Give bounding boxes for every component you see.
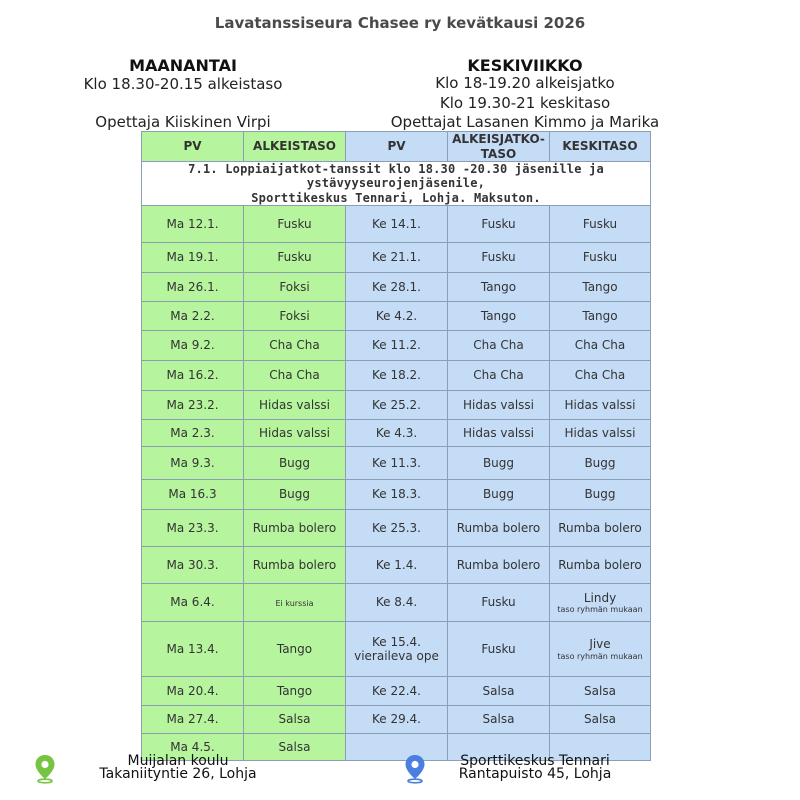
wednesday-date-cell (346, 206, 448, 243)
intermediate-dance-cell-text: Cha Cha (574, 338, 626, 353)
beginner-continuation-dance-cell-text: Bugg (482, 487, 515, 502)
header-wednesday-date: PV (346, 132, 448, 162)
monday-date-cell-text: Ma 20.4. (166, 683, 219, 698)
intermediate-dance-cell-text: Fusku (582, 216, 618, 231)
table-row (142, 706, 651, 734)
monday-date-cell-text: Ma 2.3. (170, 425, 215, 440)
wednesday-date-cell-text: Ke 22.4. (371, 683, 421, 698)
intermediate-dance-cell-text: Salsa (584, 683, 616, 698)
wednesday-time-intermediate: Klo 19.30-21 keskitaso (439, 94, 611, 112)
monday-dance-cell (244, 547, 346, 584)
beginner-continuation-dance-cell-text: Cha Cha (473, 338, 524, 353)
intermediate-dance-cell-text: Tango (582, 279, 618, 294)
monday-dance-cell (244, 447, 346, 480)
monday-date-cell-text: Ma 23.3. (166, 520, 219, 535)
intermediate-dance-cell (550, 622, 651, 677)
monday-date-cell (142, 706, 244, 734)
monday-dance-cell (244, 480, 346, 510)
wednesday-date-cell-text: Ke 1.4. (375, 557, 418, 572)
wednesday-date-cell-text: Ke 21.1. (371, 250, 421, 265)
intermediate-dance-cell (550, 510, 651, 547)
header-beginner-continuation: ALKEISJATKO-TASO (448, 132, 550, 162)
monday-dance-cell (244, 243, 346, 273)
monday-date-cell-text: Ma 9.2. (170, 338, 215, 353)
monday-date-cell-text: Ma 13.4. (166, 641, 219, 656)
wednesday-date-cell (346, 273, 448, 302)
table-row (142, 391, 651, 420)
monday-dance-cell (244, 677, 346, 706)
table-row (142, 677, 651, 706)
intermediate-dance-cell-text: Hidas valssi (564, 425, 636, 440)
location-right-name: Sporttikeskus Tennari (460, 753, 610, 769)
monday-date-cell (142, 447, 244, 480)
beginner-continuation-dance-cell (448, 622, 550, 677)
intermediate-dance-cell (550, 302, 651, 331)
wednesday-date-cell-text: Ke 18.3. (371, 487, 421, 502)
monday-dance-cell-text: Foksi (279, 308, 310, 323)
beginner-continuation-dance-cell-text: Hidas valssi (462, 397, 535, 412)
monday-date-cell-text: Ma 30.3. (166, 557, 219, 572)
beginner-continuation-dance-cell (448, 510, 550, 547)
monday-date-cell-text: Ma 6.4. (170, 595, 215, 610)
table-row (142, 302, 651, 331)
monday-date-cell (142, 420, 244, 447)
monday-date-cell (142, 510, 244, 547)
monday-date-cell-text: Ma 12.1. (166, 216, 219, 231)
intermediate-dance-cell (550, 243, 651, 273)
monday-dance-cell (244, 622, 346, 677)
wednesday-date-cell-text: Ke 8.4. (375, 595, 418, 610)
monday-dance-cell-text: Fusku (277, 216, 312, 231)
monday-dance-cell-text: Salsa (278, 739, 311, 754)
notice-row (142, 162, 651, 206)
monday-dance-cell (244, 584, 346, 622)
wednesday-date-cell (346, 547, 448, 584)
intermediate-dance-cell (550, 584, 651, 622)
beginner-continuation-dance-cell-text: Rumba bolero (456, 557, 541, 572)
monday-dance-cell-text: Foksi (279, 279, 310, 294)
wednesday-date-cell (346, 391, 448, 420)
beginner-continuation-dance-cell (448, 361, 550, 391)
wednesday-date-cell (346, 302, 448, 331)
monday-date-cell (142, 480, 244, 510)
monday-date-cell (142, 361, 244, 391)
beginner-continuation-dance-cell (448, 420, 550, 447)
table-row (142, 547, 651, 584)
monday-dance-cell-text: Bugg (278, 487, 311, 502)
monday-dance-cell (244, 391, 346, 420)
wednesday-date-cell (346, 480, 448, 510)
notice-line-1: 7.1. Loppiaijatkot-tanssit klo 18.30 -20.30 jäsenille ja ystävyyseurojenjäsenile, (188, 162, 604, 191)
beginner-continuation-dance-cell-text: Hidas valssi (462, 425, 535, 440)
intermediate-dance-cell-text: Lindy (583, 590, 617, 605)
beginner-continuation-dance-cell (448, 584, 550, 622)
monday-date-cell-text: Ma 26.1. (166, 279, 219, 294)
monday-dance-cell (244, 361, 346, 391)
intermediate-dance-cell-text: Tango (582, 308, 618, 323)
table-row (142, 206, 651, 243)
wednesday-date-cell (346, 510, 448, 547)
monday-date-cell (142, 206, 244, 243)
monday-date-cell (142, 302, 244, 331)
beginner-continuation-dance-cell-text: Fusku (481, 250, 516, 265)
wednesday-date-cell-text: Ke 18.2. (371, 368, 421, 383)
monday-dance-cell-text: Salsa (278, 712, 311, 727)
table-row (142, 331, 651, 361)
beginner-continuation-dance-cell (448, 331, 550, 361)
intermediate-dance-cell (550, 273, 651, 302)
table-row (142, 510, 651, 547)
beginner-continuation-dance-cell (448, 273, 550, 302)
monday-dance-cell (244, 510, 346, 547)
intermediate-dance-cell-text: Rumba bolero (558, 557, 642, 572)
wednesday-date-cell (346, 584, 448, 622)
monday-date-cell (142, 622, 244, 677)
intermediate-dance-cell (550, 706, 651, 734)
beginner-continuation-dance-cell (448, 547, 550, 584)
wednesday-date-cell (346, 361, 448, 391)
header-monday-date: PV (142, 132, 244, 162)
header-beginner: ALKEISTASO (244, 132, 346, 162)
monday-date-cell-text: Ma 27.4. (166, 712, 219, 727)
wednesday-date-cell (346, 706, 448, 734)
monday-dance-cell (244, 273, 346, 302)
schedule-table (141, 131, 651, 761)
intermediate-dance-cell-text: Hidas valssi (564, 397, 636, 412)
beginner-continuation-dance-cell-text: Bugg (482, 455, 515, 470)
header-intermediate: KESKITASO (550, 132, 651, 162)
table-row (142, 447, 651, 480)
table-header-row (142, 132, 651, 162)
beginner-continuation-dance-cell-text: Fusku (481, 595, 516, 610)
monday-date-cell-text: Ma 23.2. (166, 397, 219, 412)
intermediate-dance-cell-note: taso ryhmän mukaan (557, 605, 643, 615)
intermediate-dance-cell-text: Salsa (584, 712, 616, 727)
monday-date-cell (142, 391, 244, 420)
intermediate-dance-cell-text: Bugg (584, 487, 616, 502)
monday-teacher: Opettaja Kiiskinen Virpi (95, 113, 271, 131)
wednesday-date-cell-text: Ke 15.4. (371, 634, 421, 649)
beginner-continuation-dance-cell (448, 706, 550, 734)
notice-text (142, 162, 651, 206)
table-row (142, 273, 651, 302)
intermediate-dance-cell-text: Fusku (582, 250, 618, 265)
beginner-continuation-dance-cell-text: Fusku (481, 216, 516, 231)
intermediate-dance-cell-text: Rumba bolero (558, 520, 642, 535)
table-row (142, 420, 651, 447)
intermediate-dance-cell (550, 547, 651, 584)
monday-date-cell (142, 243, 244, 273)
table-row (142, 622, 651, 677)
beginner-continuation-dance-cell-text: Tango (480, 279, 517, 294)
beginner-continuation-dance-cell-text: Rumba bolero (456, 520, 541, 535)
wednesday-date-cell (346, 734, 448, 761)
wednesday-date-cell (346, 331, 448, 361)
monday-dance-cell-text: Tango (276, 641, 313, 656)
location-right-address: Rantapuisto 45, Lohja (458, 766, 612, 782)
wednesday-date-cell-note: vieraileva ope (354, 649, 439, 664)
beginner-continuation-dance-cell (448, 243, 550, 273)
monday-dance-cell-text: Tango (276, 683, 313, 698)
wednesday-date-cell-text: Ke 11.2. (371, 338, 421, 353)
beginner-continuation-dance-cell (448, 302, 550, 331)
intermediate-dance-cell-text: Bugg (584, 455, 616, 470)
wednesday-date-cell (346, 622, 448, 677)
monday-dance-cell (244, 302, 346, 331)
intermediate-dance-cell (550, 331, 651, 361)
monday-date-cell (142, 547, 244, 584)
monday-date-cell-text: Ma 4.5. (170, 739, 215, 754)
location-pin-icon (404, 754, 426, 784)
wednesday-date-cell-text: Ke 4.3. (375, 425, 418, 440)
monday-dance-cell-text: Ei kurssia (275, 599, 314, 609)
wednesday-date-cell-text: Ke 25.2. (371, 397, 421, 412)
location-pin-icon (34, 754, 56, 784)
monday-date-cell-text: Ma 19.1. (166, 250, 219, 265)
monday-dance-cell-text: Cha Cha (269, 338, 320, 353)
location-left-name: Muijalan koulu (127, 753, 229, 769)
intermediate-dance-cell (550, 206, 651, 243)
intermediate-dance-cell-note: taso ryhmän mukaan (557, 651, 643, 661)
beginner-continuation-dance-cell (448, 677, 550, 706)
table-row (142, 584, 651, 622)
monday-date-cell (142, 273, 244, 302)
monday-date-cell (142, 677, 244, 706)
notice-line-2: Sporttikeskus Tennari, Lohja. Maksuton. (251, 190, 541, 205)
intermediate-dance-cell (550, 447, 651, 480)
wednesday-date-cell (346, 243, 448, 273)
intermediate-dance-cell (550, 361, 651, 391)
monday-dance-cell-text: Rumba bolero (252, 520, 337, 535)
wednesday-date-cell (346, 420, 448, 447)
wednesday-date-cell-text: Ke 4.2. (375, 308, 418, 323)
beginner-continuation-dance-cell (448, 480, 550, 510)
monday-time: Klo 18.30-20.15 alkeistaso (83, 75, 283, 93)
wednesday-date-cell-text: Ke 11.3. (371, 455, 421, 470)
monday-dance-cell-text: Fusku (277, 250, 312, 265)
monday-dance-cell (244, 206, 346, 243)
monday-date-cell-text: Ma 16.2. (166, 368, 219, 383)
table-row (142, 243, 651, 273)
beginner-continuation-dance-cell-text: Fusku (481, 641, 516, 656)
monday-date-cell (142, 584, 244, 622)
monday-heading: MAANANTAI (129, 56, 237, 75)
beginner-continuation-dance-cell-text: Salsa (482, 683, 515, 698)
location-left-address: Takaniityntie 26, Lohja (99, 766, 257, 782)
monday-dance-cell (244, 331, 346, 361)
beginner-continuation-dance-cell-text: Cha Cha (473, 368, 524, 383)
monday-dance-cell-text: Rumba bolero (252, 557, 337, 572)
wednesday-heading: KESKIVIIKKO (467, 56, 583, 75)
intermediate-dance-cell-text: Jive (589, 637, 611, 652)
monday-date-cell (142, 331, 244, 361)
wednesday-date-cell-text: Ke 14.1. (371, 216, 421, 231)
beginner-continuation-dance-cell-text: Salsa (482, 712, 515, 727)
wednesday-date-cell (346, 677, 448, 706)
monday-dance-cell (244, 706, 346, 734)
table-row (142, 361, 651, 391)
wednesday-date-cell-text: Ke 29.4. (371, 712, 421, 727)
monday-dance-cell-text: Hidas valssi (258, 425, 331, 440)
beginner-continuation-dance-cell (448, 391, 550, 420)
beginner-continuation-dance-cell (448, 206, 550, 243)
monday-date-cell-text: Ma 9.3. (170, 455, 215, 470)
monday-dance-cell-text: Hidas valssi (258, 397, 331, 412)
monday-dance-cell-text: Cha Cha (269, 368, 320, 383)
monday-date-cell-text: Ma 2.2. (170, 308, 215, 323)
intermediate-dance-cell (550, 480, 651, 510)
beginner-continuation-dance-cell (448, 447, 550, 480)
page-title: Lavatanssiseura Chasee ry kevätkausi 2026 (214, 14, 586, 32)
wednesday-date-cell-text: Ke 25.3. (371, 520, 421, 535)
wednesday-date-cell (346, 447, 448, 480)
intermediate-dance-cell (550, 420, 651, 447)
intermediate-dance-cell-text: Cha Cha (574, 368, 626, 383)
wednesday-teachers: Opettajat Lasanen Kimmo ja Marika (390, 113, 660, 131)
table-row (142, 480, 651, 510)
beginner-continuation-dance-cell-text: Tango (480, 308, 517, 323)
monday-dance-cell (244, 420, 346, 447)
intermediate-dance-cell (550, 677, 651, 706)
wednesday-time-beginner-cont: Klo 18-19.20 alkeisjatko (435, 74, 615, 92)
wednesday-date-cell-text: Ke 28.1. (371, 279, 421, 294)
intermediate-dance-cell (550, 391, 651, 420)
monday-dance-cell-text: Bugg (278, 455, 311, 470)
monday-date-cell-text: Ma 16.3 (168, 487, 217, 502)
